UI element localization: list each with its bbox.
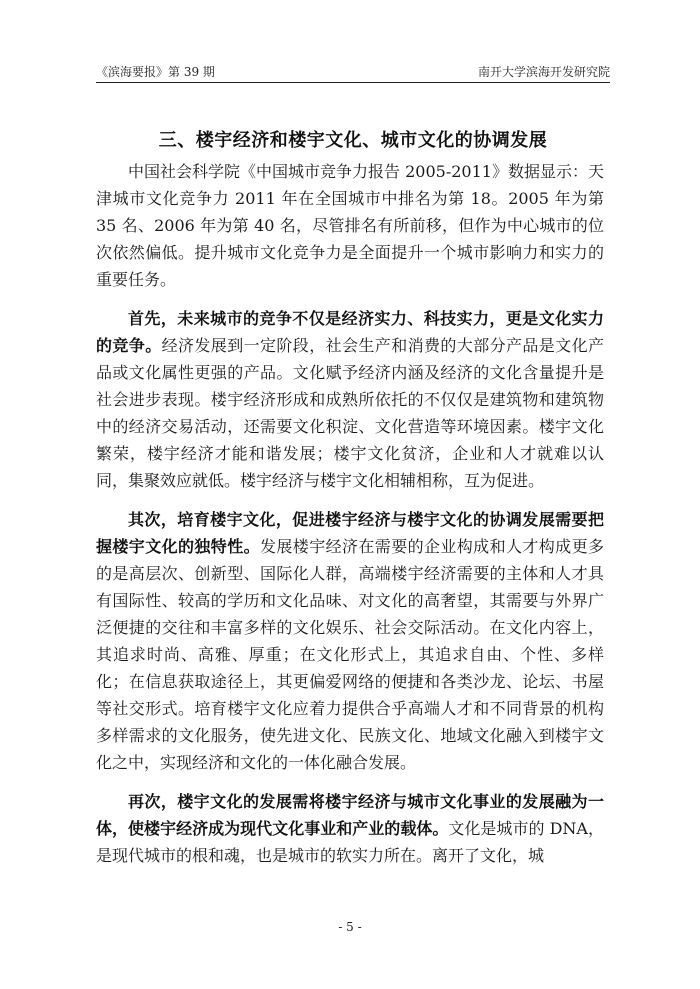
paragraph-2-lead: 首先，未来城市的竞争不仅是经济实力、科技实力，更是文化实力的竞争。	[96, 309, 604, 355]
page-number: - 5 -	[338, 920, 362, 934]
paragraph-4-text: 文化是城市的 DNA，是现代城市的根和魂，也是城市的软实力所在。离开了文化，城	[96, 819, 604, 865]
header-rule	[96, 82, 610, 83]
paragraph-2-text: 经济发展到一定阶段，社会生产和消费的大部分产品是文化产品或文化属性更强的产品。文化赋予经济内涵及经济的文化含量提升是社会进步表现。楼宇经济形成和成熟所依托的不仅仅是建筑物和建筑物中的经济交易活动，还需要文化积淀、文化营造等环境因素。楼宇文化繁荣，楼宇经济才能和谐发展；楼宇文化贫济，企业和人才就难以认同，集聚效应就低。楼宇经济与楼宇文化相辅相称，互为促进。	[96, 336, 604, 490]
header-institution: 南开大学滨海开发研究院	[477, 65, 610, 79]
paragraph-3-lead: 其次，培育楼宇文化，促进楼宇经济与楼宇文化的协调发展需要把握楼宇文化的独特性。	[96, 510, 604, 556]
header-publication: 《滨海要报》第 39 期	[96, 65, 215, 79]
body-text	[96, 158, 604, 881]
paragraph-4-lead: 再次，楼宇文化的发展需将楼宇经济与城市文化事业的发展融为一体，使楼宇经济成为现代文化事业和产业的载体。	[96, 792, 604, 838]
running-header	[96, 60, 610, 80]
paragraph-1-text: 中国社会科学院《中国城市竞争力报告 2005-2011》数据显示：天津城市文化竞争力 2011 年在全国城市中排名为第 18。2005 年为第 35 名、2006 年为第 40 名，尽管排名有所前移，但作为中心城市的位次依然偏低。提升城市文化竞争力是全面提升一个城市影响力和实力的重要任务。	[96, 162, 604, 289]
paragraph-1	[96, 158, 604, 293]
paragraph-4	[96, 788, 604, 869]
paragraph-3-text: 发展楼宇经济在需要的企业构成和人才构成更多的是高层次、创新型、国际化人群，高端楼宇经济需要的主体和人才具有国际性、较高的学历和文化品味、对文化的高奢望，其需要与外界广泛便捷的交往和丰富多样的文化娱乐、社会交际活动。在文化内容上，其追求时尚、高雅、厚重；在文化形式上，其追求自由、个性、多样化；在信息获取途径上，其更偏爱网络的便捷和各类沙龙、论坛、书屋等社交形式。培育楼宇文化应着力提供合乎高端人才和不同背景的机构多样需求的文化服务，使先进文化、民族文化、地域文化融入到楼宇文化之中，实现经济和文化的一体化融合发展。	[96, 537, 604, 772]
section-title: 三、楼宇经济和楼宇文化、城市文化的协调发展	[158, 130, 548, 151]
paragraph-3	[96, 506, 604, 776]
paragraph-2	[96, 305, 604, 494]
